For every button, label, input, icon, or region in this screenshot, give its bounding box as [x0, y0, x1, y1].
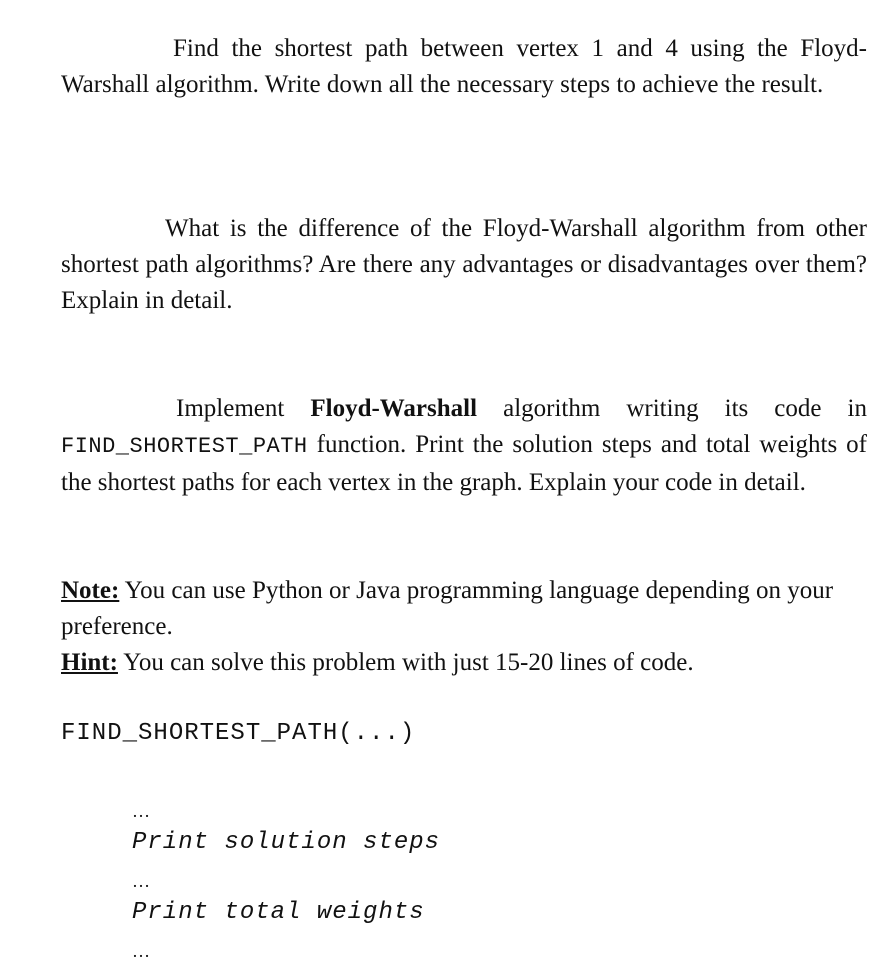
code-function-header: FIND_SHORTEST_PATH(...) [61, 720, 416, 747]
code-ellipsis-3: … [132, 941, 150, 961]
hint-label: Hint: [61, 649, 118, 676]
question-3-lead: Implement [176, 395, 311, 422]
function-name-inline: FIND_SHORTEST_PATH [61, 434, 308, 459]
code-print-steps: Print solution steps [132, 829, 441, 856]
question-3 [61, 391, 867, 501]
question-3-tail: function. Print the solution steps and total weights of the shortest paths for each vertex in the graph. Explain your code in detail. [61, 431, 867, 496]
question-2 [61, 211, 867, 319]
question-1-text: Find the shortest path between vertex 1 and 4 using the Floyd-Warshall algorithm. Write down all the necessary steps to achieve the result. [61, 35, 867, 98]
question-2-text: What is the difference of the Floyd-Warshall algorithm from other shortest path algorithms? Are there any advantages or disadvantages over them? Explain in detail. [61, 215, 867, 314]
hint-text: You can solve this problem with just 15-20 lines of code. [117, 649, 694, 676]
note-label: Note: [61, 577, 120, 604]
question-1 [61, 31, 867, 103]
document-page [61, 0, 867, 961]
note-block [61, 573, 867, 681]
code-ellipsis-1: … [132, 801, 150, 821]
note-text: You can use Python or Java programming language depending on your preference. [61, 577, 834, 640]
algorithm-name-bold: Floyd-Warshall [310, 395, 478, 422]
code-print-weights: Print total weights [132, 899, 425, 926]
code-ellipsis-2: … [132, 871, 150, 891]
question-3-mid: algorithm writing its code in [477, 395, 867, 422]
